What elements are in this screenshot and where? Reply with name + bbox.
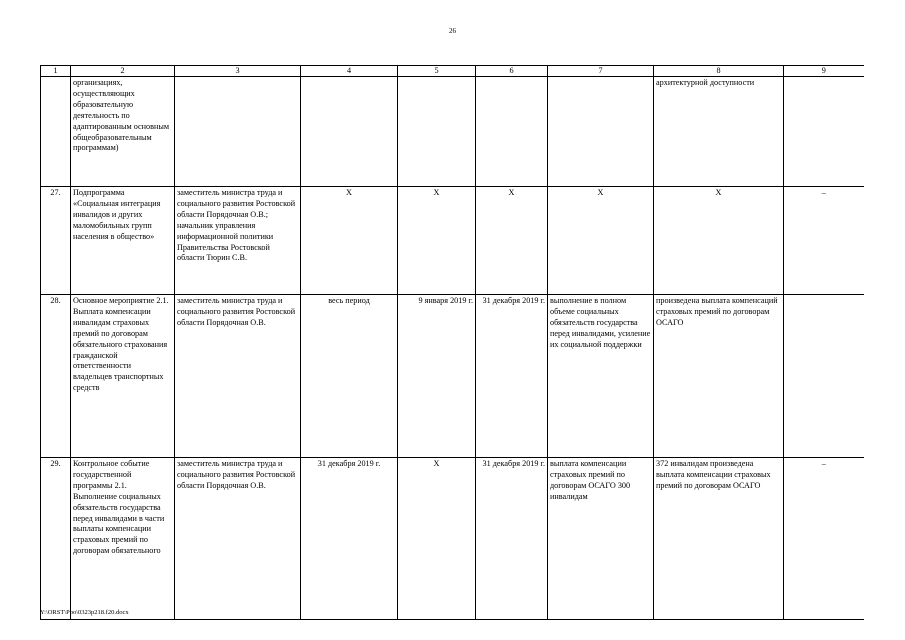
row-col9-cell bbox=[784, 295, 864, 458]
row-col5-cell: 9 января 2019 г. bbox=[398, 295, 476, 458]
row-col4-cell bbox=[301, 77, 398, 187]
row-col6-cell: 31 декабря 2019 г. bbox=[476, 295, 548, 458]
row-number-cell: 27. bbox=[41, 187, 71, 295]
footer-file-path: Y:\ORST\Ppo\0323p218.f20.docx bbox=[40, 609, 129, 616]
row-col4-cell: Х bbox=[301, 187, 398, 295]
row-col7-cell: выполнение в полном объеме социальных обязательств государства перед инвалидами, усиление их социальной поддержки bbox=[548, 295, 654, 458]
row-col4-cell: 31 декабря 2019 г. bbox=[301, 458, 398, 620]
row-col6-cell bbox=[476, 77, 548, 187]
header-row bbox=[41, 66, 864, 77]
row-col8-cell: произведена выплата компенсаций страховых премий по договорам ОСАГО bbox=[654, 295, 784, 458]
row-name-cell: организациях, осуществляющих образовательную деятельность по адаптированным основным общеобразовательным программам) bbox=[71, 77, 175, 187]
row-col9-cell bbox=[784, 77, 864, 187]
header-cell-4: 4 bbox=[301, 66, 398, 77]
row-col7-cell bbox=[548, 77, 654, 187]
header-cell-5: 5 bbox=[398, 66, 476, 77]
row-name-cell: Подпрограмма «Социальная интеграция инвалидов и других маломобильных групп населения в общество» bbox=[71, 187, 175, 295]
row-responsible-cell: заместитель министра труда и социального развития Ростовской области Порядочная О.В. bbox=[175, 458, 301, 620]
row-col9-cell: – bbox=[784, 187, 864, 295]
row-responsible-cell: заместитель министра труда и социального развития Ростовской области Порядочная О.В.; начальник управления информационной политики Правительства Ростовской области Тюрин С.В. bbox=[175, 187, 301, 295]
header-cell-7: 7 bbox=[548, 66, 654, 77]
row-name-cell: Основное мероприятие 2.1. Выплата компенсации инвалидам страховых премий по договорам обязательного страхования гражданской ответственности владельцев транспортных средств bbox=[71, 295, 175, 458]
row-col4-cell: весь период bbox=[301, 295, 398, 458]
row-number-cell: 29. bbox=[41, 458, 71, 620]
table-row bbox=[41, 295, 864, 458]
row-col9-cell: – bbox=[784, 458, 864, 620]
page-number: 26 bbox=[449, 27, 456, 35]
row-responsible-cell bbox=[175, 77, 301, 187]
row-col5-cell: Х bbox=[398, 187, 476, 295]
row-number-cell: 28. bbox=[41, 295, 71, 458]
row-col5-cell bbox=[398, 77, 476, 187]
row-number-cell bbox=[41, 77, 71, 187]
row-col5-cell: Х bbox=[398, 458, 476, 620]
row-responsible-cell: заместитель министра труда и социального развития Ростовской области Порядочная О.В. bbox=[175, 295, 301, 458]
row-col7-cell: выплата компенсации страховых премий по договорам ОСАГО 300 инвалидам bbox=[548, 458, 654, 620]
row-col6-cell: 31 декабря 2019 г. bbox=[476, 458, 548, 620]
row-col8-cell: Х bbox=[654, 187, 784, 295]
header-cell-2: 2 bbox=[71, 66, 175, 77]
table-row bbox=[41, 77, 864, 187]
header-cell-1: 1 bbox=[41, 66, 71, 77]
header-cell-9: 9 bbox=[784, 66, 864, 77]
row-name-cell: Контрольное событие государственной программы 2.1. Выполнение социальных обязательств государства перед инвалидами в части выплаты компенсации страховых премий по договорам обязательного bbox=[71, 458, 175, 620]
header-cell-8: 8 bbox=[654, 66, 784, 77]
row-col6-cell: Х bbox=[476, 187, 548, 295]
row-col8-cell: 372 инвалидам произведена выплата компенсации страховых премий по договорам ОСАГО bbox=[654, 458, 784, 620]
header-cell-3: 3 bbox=[175, 66, 301, 77]
row-col8-cell: архитектурной доступности bbox=[654, 77, 784, 187]
table-row bbox=[41, 187, 864, 295]
report-table bbox=[40, 65, 864, 620]
row-col7-cell: Х bbox=[548, 187, 654, 295]
header-cell-6: 6 bbox=[476, 66, 548, 77]
table-row bbox=[41, 458, 864, 620]
